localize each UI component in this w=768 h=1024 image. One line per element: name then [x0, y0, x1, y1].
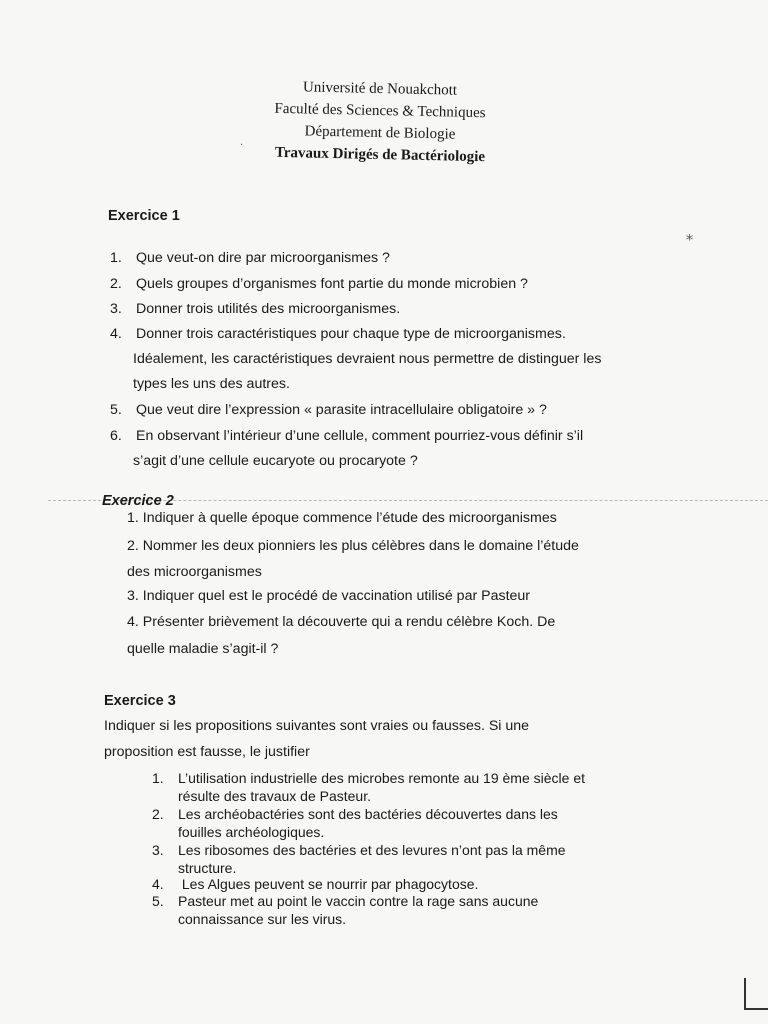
- ex1-item-2: [110, 276, 528, 292]
- ex3-item-1-text-line2: résulte des travaux de Pasteur.: [178, 788, 371, 804]
- faculty-name: Faculté des Sciences & Techniques: [274, 100, 486, 122]
- scan-corner-mark: [744, 978, 768, 1010]
- ex1-item-6-number: 6.: [110, 428, 122, 444]
- ex1-item-6-text-line1: En observant l’intérieur d’une cellule, comment pourriez-vous définir s’il: [136, 428, 584, 444]
- course-title: Travaux Dirigés de Bactériologie: [274, 144, 486, 166]
- ex2-item-2-line1: 2. Nommer les deux pionniers les plus célèbres dans le domaine l’étude: [127, 538, 579, 554]
- ex3-intro-line1: Indiquer si les propositions suivantes sont vraies ou fausses. Si une: [104, 718, 530, 734]
- ex3-item-5-text-line1: Pasteur met au point le vaccin contre la rage sans aucune: [178, 893, 539, 909]
- ex1-item-6-text-line2: s’agit d’une cellule eucaryote ou procaryote ?: [133, 453, 418, 469]
- ex1-item-4-text-line1: Donner trois caractéristiques pour chaque type de microorganismes.: [136, 326, 566, 342]
- ex1-item-4: [110, 326, 566, 342]
- ex1-item-1-text: Que veut-on dire par microorganismes ?: [136, 250, 390, 266]
- ex3-item-5: [152, 893, 538, 909]
- ex1-item-2-number: 2.: [110, 276, 122, 292]
- scan-mark: ⁎: [686, 228, 693, 244]
- ex3-item-4: [152, 876, 478, 892]
- ex2-item-3: 3. Indiquer quel est le procédé de vaccination utilisé par Pasteur: [127, 588, 531, 604]
- ex3-item-4-text: Les Algues peuvent se nourrir par phagocytose.: [178, 876, 479, 892]
- ex2-item-1: 1. Indiquer à quelle époque commence l’étude des microorganismes: [127, 510, 557, 526]
- ex1-item-4-text-line2: Idéalement, les caractéristiques devraient nous permettre de distinguer les: [133, 351, 602, 367]
- ex3-item-3-number: 3.: [152, 842, 164, 858]
- ex1-item-6: [110, 428, 583, 444]
- ex3-intro-line2: proposition est fausse, le justifier: [104, 744, 310, 760]
- ex1-item-3-number: 3.: [110, 301, 122, 317]
- ex1-item-3-text: Donner trois utilités des microorganismes.: [136, 301, 401, 317]
- exercice-1-title: Exercice 1: [108, 208, 180, 224]
- document-header: [230, 78, 530, 166]
- ex3-item-3: [152, 842, 566, 858]
- ex3-item-1-text-line1: L’utilisation industrielle des microbes remonte au 19 ème siècle et: [178, 770, 585, 786]
- ex1-item-1-number: 1.: [110, 250, 122, 266]
- ex3-item-5-number: 5.: [152, 893, 164, 909]
- ex2-item-4-line2: quelle maladie s’agit-il ?: [127, 641, 279, 657]
- ex1-item-3: [110, 301, 400, 317]
- department-name: Département de Biologie: [304, 123, 456, 143]
- ex3-item-1-number: 1.: [152, 770, 164, 786]
- ex1-item-1: [110, 250, 390, 266]
- ex3-item-2-number: 2.: [152, 806, 164, 822]
- university-name: Université de Nouakchott: [302, 79, 458, 99]
- ex3-item-2-text-line1: Les archéobactéries sont des bactéries découvertes dans les: [178, 806, 558, 822]
- ex1-item-5-text: Que veut dire l’expression « parasite intracellulaire obligatoire » ?: [136, 402, 547, 418]
- ex1-item-5-number: 5.: [110, 402, 122, 418]
- ex3-item-3-text-line1: Les ribosomes des bactéries et des levures n’ont pas la même: [178, 842, 566, 858]
- exercice-3-title: Exercice 3: [104, 693, 176, 709]
- ex3-item-2: [152, 806, 558, 822]
- ex1-item-4-text-line3: types les uns des autres.: [133, 376, 290, 392]
- ex3-item-5-text-line2: connaissance sur les virus.: [178, 911, 347, 927]
- ex3-item-3-text-line2: structure.: [178, 860, 237, 876]
- ex2-item-2-line2: des microorganismes: [127, 564, 262, 580]
- ex3-item-1: [152, 770, 585, 786]
- ex1-item-4-number: 4.: [110, 326, 122, 342]
- ex3-item-4-number: 4.: [152, 876, 164, 892]
- scan-dot: ·: [240, 140, 244, 151]
- ex1-item-5: [110, 402, 547, 418]
- ex3-item-2-text-line2: fouilles archéologiques.: [178, 824, 325, 840]
- ex2-item-4-line1: 4. Présenter brièvement la découverte qui a rendu célèbre Koch. De: [127, 614, 556, 630]
- exercice-2-title: Exercice 2: [102, 493, 174, 509]
- ex1-item-2-text: Quels groupes d’organismes font partie du monde microbien ?: [136, 276, 528, 292]
